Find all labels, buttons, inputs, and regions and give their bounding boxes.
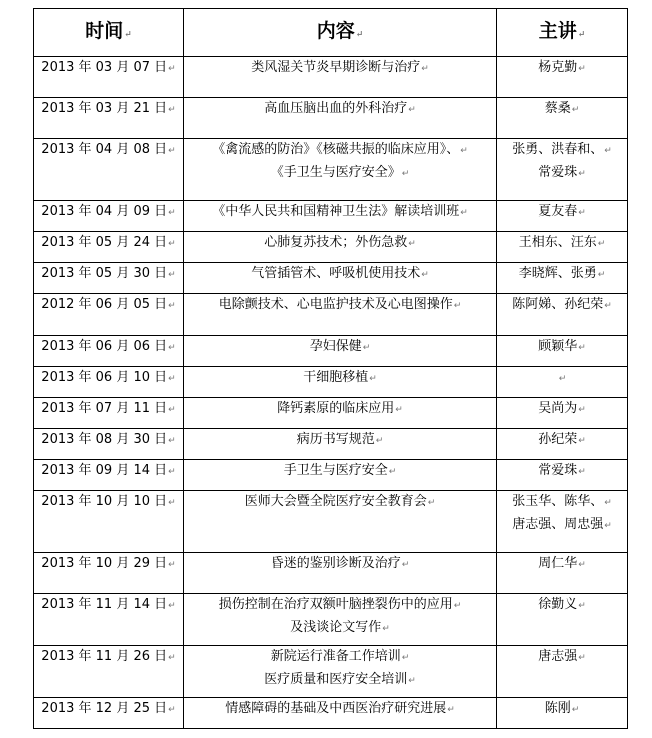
speaker-line: 常爱珠↵ bbox=[538, 463, 586, 478]
table-row bbox=[34, 367, 628, 398]
content-cell bbox=[184, 398, 497, 429]
content-line: 心肺复苏技术；外伤急救↵ bbox=[264, 235, 416, 250]
header-content: 内容↵ bbox=[184, 9, 497, 57]
speaker-line: 陈阿娣、孙纪荣↵ bbox=[512, 297, 612, 312]
date-cell: 2013 年 05 月 24 日↵ bbox=[34, 232, 184, 263]
content-cell bbox=[184, 139, 497, 201]
date-cell: 2013 年 06 月 10 日↵ bbox=[34, 367, 184, 398]
speaker-line: 蔡桑↵ bbox=[544, 101, 580, 116]
speaker-cell bbox=[497, 553, 628, 594]
content-cell bbox=[184, 594, 497, 646]
speaker-line: 常爱珠↵ bbox=[538, 165, 586, 180]
speaker-line: 唐志强、周忠强↵ bbox=[512, 517, 612, 532]
speaker-cell bbox=[497, 698, 628, 729]
content-line: 情感障碍的基础及中西医治疗研究进展↵ bbox=[225, 701, 455, 716]
speaker-cell bbox=[497, 201, 628, 232]
speaker-cell bbox=[497, 294, 628, 336]
header-speaker: 主讲↵ bbox=[497, 9, 628, 57]
table-row bbox=[34, 232, 628, 263]
speaker-line: 李晓辉、张勇↵ bbox=[518, 266, 606, 281]
content-cell bbox=[184, 336, 497, 367]
speaker-cell bbox=[497, 398, 628, 429]
date-cell: 2013 年 03 月 07 日↵ bbox=[34, 57, 184, 98]
date-cell: 2012 年 06 月 05 日↵ bbox=[34, 294, 184, 336]
date-cell: 2013 年 12 月 25 日↵ bbox=[34, 698, 184, 729]
table-row bbox=[34, 398, 628, 429]
content-line: 损伤控制在治疗双额叶脑挫裂伤中的应用↵ bbox=[218, 597, 462, 612]
content-cell bbox=[184, 646, 497, 698]
table-row bbox=[34, 491, 628, 553]
speaker-line: 吴尚为↵ bbox=[538, 401, 586, 416]
content-cell bbox=[184, 553, 497, 594]
table-row bbox=[34, 294, 628, 336]
table-row bbox=[34, 460, 628, 491]
speaker-line: 周仁华↵ bbox=[538, 556, 586, 571]
content-line: 《禽流感的防治》《核磁共振的临床应用》、↵ bbox=[212, 142, 468, 157]
content-line: 手卫生与医疗安全↵ bbox=[283, 463, 397, 478]
table-row bbox=[34, 429, 628, 460]
content-line: 医疗质量和医疗安全培训↵ bbox=[264, 672, 416, 687]
date-cell: 2013 年 04 月 09 日↵ bbox=[34, 201, 184, 232]
speaker-line: 唐志强↵ bbox=[538, 649, 586, 664]
speaker-cell bbox=[497, 263, 628, 294]
content-cell bbox=[184, 201, 497, 232]
speaker-cell bbox=[497, 594, 628, 646]
table-row bbox=[34, 594, 628, 646]
date-cell: 2013 年 10 月 29 日↵ bbox=[34, 553, 184, 594]
content-line: 医师大会暨全院医疗安全教育会↵ bbox=[244, 494, 436, 509]
date-cell: 2013 年 08 月 30 日↵ bbox=[34, 429, 184, 460]
table-row bbox=[34, 139, 628, 201]
content-line: 电除颤技术、心电监护技术及心电图操作↵ bbox=[218, 297, 462, 312]
date-cell: 2013 年 11 月 14 日↵ bbox=[34, 594, 184, 646]
content-line: 《手卫生与医疗安全》↵ bbox=[270, 165, 410, 180]
speaker-cell bbox=[497, 336, 628, 367]
content-cell bbox=[184, 698, 497, 729]
content-line: 气管插管术、呼吸机使用技术↵ bbox=[251, 266, 429, 281]
date-cell: 2013 年 06 月 06 日↵ bbox=[34, 336, 184, 367]
speaker-cell bbox=[497, 460, 628, 491]
content-line: 干细胞移植↵ bbox=[303, 370, 377, 385]
speaker-cell bbox=[497, 232, 628, 263]
speaker-line: 徐勤义↵ bbox=[538, 597, 586, 612]
content-cell bbox=[184, 294, 497, 336]
speaker-line: ↵ bbox=[558, 374, 567, 384]
date-cell: 2013 年 04 月 08 日↵ bbox=[34, 139, 184, 201]
date-cell: 2013 年 10 月 10 日↵ bbox=[34, 491, 184, 553]
table-row bbox=[34, 646, 628, 698]
date-cell: 2013 年 09 月 14 日↵ bbox=[34, 460, 184, 491]
table-row bbox=[34, 698, 628, 729]
speaker-line: 杨克勤↵ bbox=[538, 60, 586, 75]
table-row bbox=[34, 201, 628, 232]
content-cell bbox=[184, 367, 497, 398]
date-cell: 2013 年 03 月 21 日↵ bbox=[34, 98, 184, 139]
speaker-line: 张玉华、陈华、↵ bbox=[512, 494, 612, 509]
content-line: 《中华人民共和国精神卫生法》解读培训班↵ bbox=[212, 204, 468, 219]
speaker-cell bbox=[497, 98, 628, 139]
date-cell: 2013 年 05 月 30 日↵ bbox=[34, 263, 184, 294]
speaker-line: 孙纪荣↵ bbox=[538, 432, 586, 447]
table-row bbox=[34, 336, 628, 367]
date-cell: 2013 年 11 月 26 日↵ bbox=[34, 646, 184, 698]
speaker-cell bbox=[497, 646, 628, 698]
date-cell: 2013 年 07 月 11 日↵ bbox=[34, 398, 184, 429]
content-line: 类风湿关节炎早期诊断与治疗↵ bbox=[251, 60, 429, 75]
speaker-line: 王相东、汪东↵ bbox=[518, 235, 606, 250]
content-line: 及浅谈论文写作↵ bbox=[290, 620, 390, 635]
content-line: 昏迷的鉴别诊断及治疗↵ bbox=[270, 556, 410, 571]
speaker-line: 张勇、洪春和、↵ bbox=[512, 142, 612, 157]
content-line: 高血压脑出血的外科治疗↵ bbox=[264, 101, 416, 116]
speaker-cell bbox=[497, 139, 628, 201]
content-cell bbox=[184, 491, 497, 553]
content-line: 新院运行准备工作培训↵ bbox=[270, 649, 410, 664]
content-cell bbox=[184, 232, 497, 263]
schedule-table bbox=[33, 8, 628, 729]
table-row bbox=[34, 98, 628, 139]
content-cell bbox=[184, 57, 497, 98]
speaker-cell bbox=[497, 491, 628, 553]
header-time: 时间↵ bbox=[34, 9, 184, 57]
speaker-cell bbox=[497, 367, 628, 398]
speaker-line: 顾颖华↵ bbox=[538, 339, 586, 354]
content-cell bbox=[184, 460, 497, 491]
content-cell bbox=[184, 429, 497, 460]
speaker-line: 陈刚↵ bbox=[544, 701, 580, 716]
content-line: 孕妇保健↵ bbox=[309, 339, 371, 354]
table-row bbox=[34, 553, 628, 594]
header-row bbox=[34, 9, 628, 57]
table-row bbox=[34, 57, 628, 98]
table-body bbox=[34, 57, 628, 729]
content-cell bbox=[184, 263, 497, 294]
table-row bbox=[34, 263, 628, 294]
speaker-cell bbox=[497, 429, 628, 460]
content-line: 降钙素原的临床应用↵ bbox=[277, 401, 403, 416]
content-line: 病历书写规范↵ bbox=[296, 432, 384, 447]
speaker-line: 夏友春↵ bbox=[538, 204, 586, 219]
content-cell bbox=[184, 98, 497, 139]
speaker-cell bbox=[497, 57, 628, 98]
